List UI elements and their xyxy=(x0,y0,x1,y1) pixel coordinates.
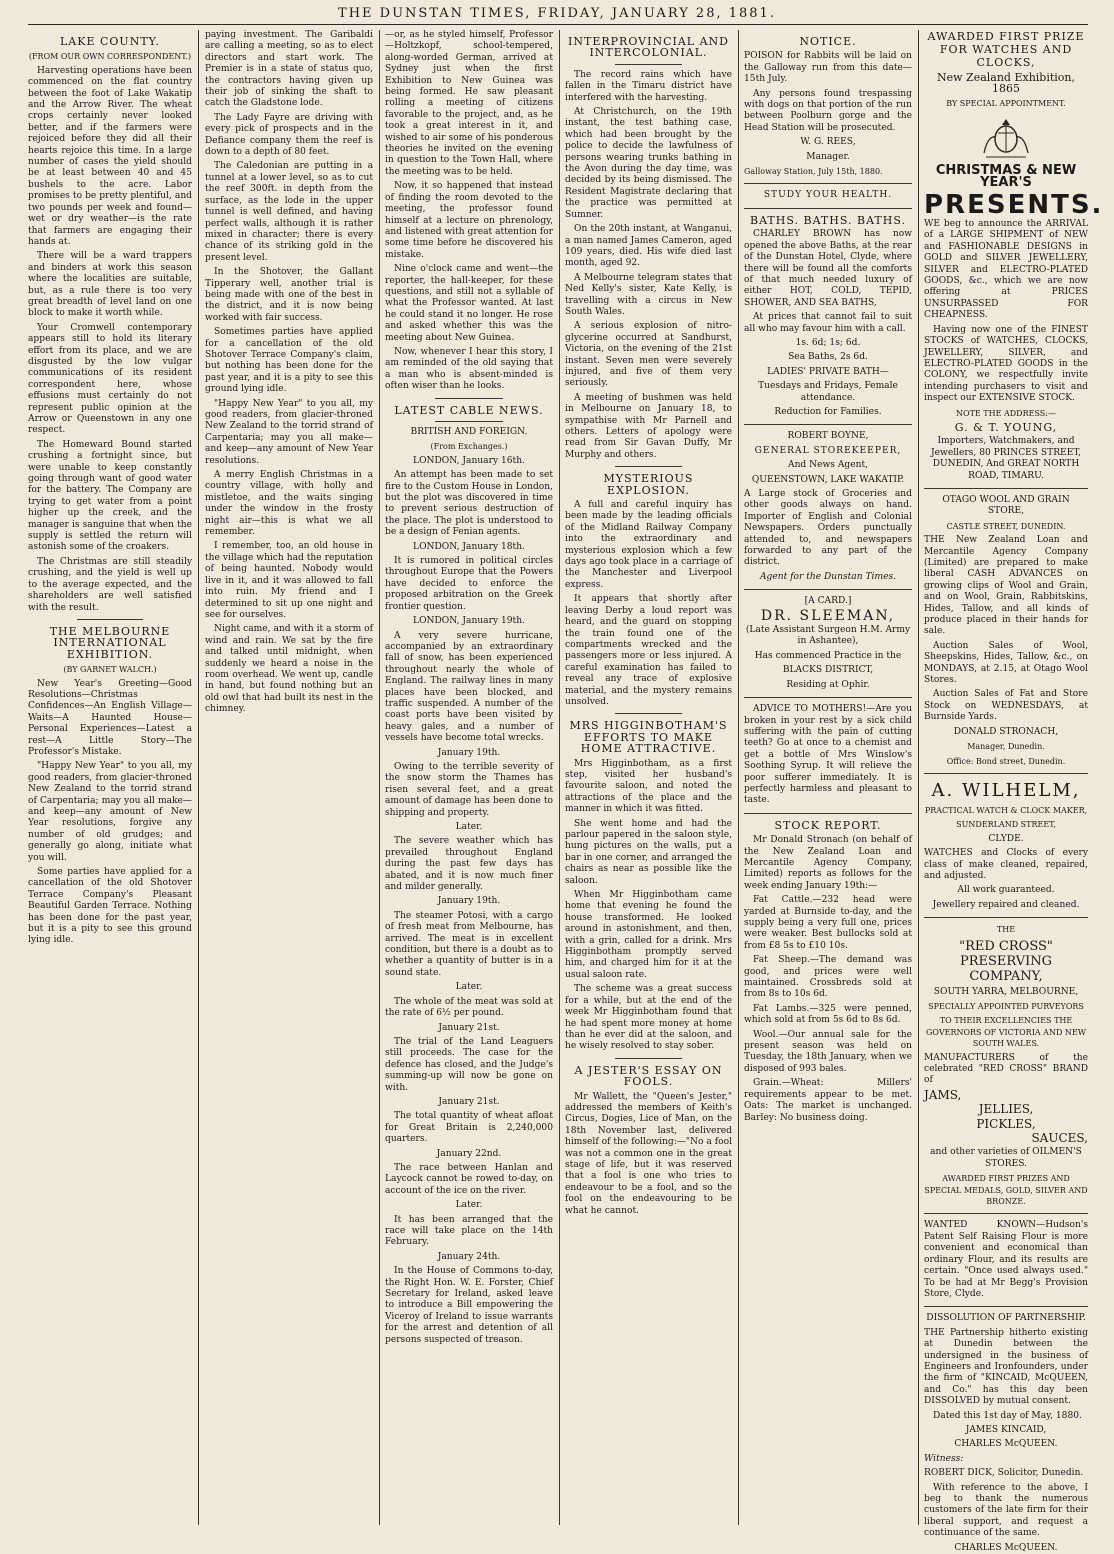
ad-text: WATCHES and Clocks of every class of make cleaned, repaired, and adjusted. xyxy=(924,848,1088,881)
column-5 xyxy=(744,30,912,1522)
divider xyxy=(615,466,682,467)
article-subtitle: BRITISH AND FOREIGN. xyxy=(410,427,528,437)
ad-text: Jewellery repaired and cleaned. xyxy=(932,899,1080,910)
article-title: LAKE COUNTY. xyxy=(60,35,160,48)
article-source: (BY GARNET WALCH.) xyxy=(63,665,157,675)
article-paragraph: The scheme was a great success for a while, but at the end of the week Mr Higginbotham found that he had spent more money at home than he ever did at the saloon, and he wisely resolved to stay sober. xyxy=(565,984,732,1052)
column-2 xyxy=(205,30,373,1522)
ad-text: TO THEIR EXCELLENCIES THE GOVERNORS OF VICTORIA AND NEW SOUTH WALES. xyxy=(926,1016,1086,1049)
cable-text: The whole of the meat was sold at the rate of 6½ per pound. xyxy=(385,996,553,1019)
cable-dateline: January 19th. xyxy=(437,747,501,758)
article-paragraph: The record rains which have fallen in the Timaru district have interfered with the harvesting. xyxy=(565,69,732,103)
article-paragraph: The Christmas are still steadily crushing, and the yield is well up to the average expected, and the shareholders are well satisfied with the result. xyxy=(28,556,192,613)
column-divider xyxy=(379,30,380,1525)
article-paragraph: There will be a ward trappers and binders at work this season where the localities are suitable, but, as a rule there is too very great breadth of level land on one block to make it worth while. xyxy=(28,251,192,319)
ad-text: Auction Sales of Wool, Sheepskins, Hides, Tallow, &c., on MONDAYS, at 2.15, at Otago Wool Stores. xyxy=(924,640,1088,686)
divider xyxy=(924,488,1088,489)
ad-text: LADIES' PRIVATE BATH— xyxy=(767,366,889,377)
royal-crest-icon xyxy=(978,113,1034,161)
cable-text: It has been arranged that the race will take place on the 14th February. xyxy=(385,1214,553,1248)
column-divider xyxy=(559,30,560,1525)
cable-dateline: January 21st. xyxy=(438,1022,500,1033)
notice-place: Galloway Station, July 15th, 1880. xyxy=(744,167,883,177)
divider xyxy=(435,421,502,422)
article-paragraph: The Caledonian are putting in a tunnel at a lower level, so as to cut the reef 300ft. in depth from the surface, as the lode in the upper tunnel is well defined, and having perfect walls, although it is rather mixed in character; there is every chance of its striking gold in the present level. xyxy=(205,161,373,263)
notice-title: NOTICE. xyxy=(799,35,857,48)
divider xyxy=(924,917,1088,918)
divider xyxy=(77,619,143,620)
article-paragraph: Grain.—Wheat: Millers' requirements appear to be met. Oats: The market is unchanged. Barley: No business doing. xyxy=(744,1078,912,1123)
cable-text: Owing to the terrible severity of the snow storm the Thames has risen several feet, and a great amount of damage has been done to shipping and property. xyxy=(385,761,553,818)
article-paragraph: Night came, and with it a storm of wind and rain. We sat by the fire and talked until midnight, when suddenly we heard a noise in the room overhead. We went up, candle in hand, but found nothing but an old owl that had built its nest in the chimney. xyxy=(205,624,373,715)
divider xyxy=(435,398,502,399)
article-paragraph: New Year's Greeting—Good Resolutions—Christmas Confidences—An English Village—Waits—A Haunted House—Personal Experiences—Latest a rest—A Little Story—The Professor's Mistake. xyxy=(28,678,192,757)
article-paragraph: I remember, too, an old house in the village which had the reputation of being haunted. Nobody would live in it, and it was allowed to fall into ruin. My friend and I determined to sit up one night and see for ourselves. xyxy=(205,541,373,620)
ad-text: Residing at Ophir. xyxy=(786,679,870,690)
column-divider xyxy=(198,30,199,1525)
article-paragraph: The Lady Fayre are driving with every pick of prospects and in the Defiance company them the reef is down to a depth of 80 feet. xyxy=(205,112,373,158)
article-paragraph: A full and careful inquiry has been made by the leading officials of the Midland Railway Company into the extraordinary and mysterious explosion which a few days ago took place in a carriage of the Manchester and Liverpool express. xyxy=(565,500,732,590)
article-paragraph: "Happy New Year" to you all, my good readers, from glacier-throned New Zealand to the torrid strand of Carpentaria; may you all make—and keep—any amount of New Year resolutions, forgive any number of old grudges; and generally go along, initiate what you will. xyxy=(28,761,192,863)
ad-heading: AWARDED FIRST PRIZE FOR WATCHES AND CLOCKS, xyxy=(927,30,1085,69)
article-paragraph: She went home and had the parlour papered in the saloon style, hung pictures on the walls, put a bar in one corner, and arranged the chairs as near as possible like the saloon. xyxy=(565,818,732,886)
ad-text: NOTE THE ADDRESS:— xyxy=(956,408,1056,418)
ad-text: Agent for the Dunstan Times. xyxy=(759,571,897,582)
article-title: A JESTER'S ESSAY ON FOOLS. xyxy=(574,1063,723,1089)
ad-text: ROBERT DICK, Solicitor, Dunedin. xyxy=(924,1468,1084,1479)
article-paragraph: Fat Cattle.—232 head were yarded at Burnside to-day, and the supply being a very full one, prices were weaker. Best bullocks sold at from £8 5s to £10 10s. xyxy=(744,895,912,951)
divider xyxy=(615,713,682,714)
article-title: THE MELBOURNE INTERNATIONAL EXHIBITION. xyxy=(49,624,171,661)
divider xyxy=(744,697,912,698)
ad-heading: GENERAL STOREKEEPER, xyxy=(754,445,902,456)
cable-dateline: LONDON, January 18th. xyxy=(413,541,525,552)
ad-text: Manager, Dunedin. xyxy=(967,742,1045,752)
article-paragraph: Nine o'clock came and went—the reporter, the hall-keeper, for these questions, and still not a syllable of what the Professor wanted. At last he could stand it no longer. He rose and asked whether this was the meeting about New Guinea. xyxy=(385,264,553,343)
article-paragraph: Mr Donald Stronach (on behalf of the New Zealand Loan and Mercantile Agency Company, Limited) reports as follows for the week ending January 19th:— xyxy=(744,835,912,891)
article-paragraph: Your Cromwell contemporary appears still to hold its literary effort from its place, and we are disgusted by the low vulgar communications of its resident correspondent here, whose effusions must certainly do not represent public opinion at the Arrow or Queenstown in any one respect. xyxy=(28,322,192,436)
ad-heading: DISSOLUTION OF PARTNERSHIP. xyxy=(926,1313,1086,1324)
ad-text: Auction Sales of Fat and Store Stock on WEDNESDAYS, at Burnside Yards. xyxy=(924,689,1088,723)
column-4 xyxy=(565,30,732,1522)
ad-headline: A. WILHELM, xyxy=(931,779,1081,801)
ad-name: DONALD STRONACH, xyxy=(953,726,1059,737)
ad-text: Having now one of the FINEST STOCKS of WATCHES, CLOCKS, JEWELLERY, SILVER, and ELECTRO-PLATED GOODS in the COLONY, we respectfully invite intending purchasers to visit and inspect our EXTENSIVE STOCK. xyxy=(924,324,1088,404)
article-paragraph: Wool.—Our annual sale for the present season was held on Tuesday, the 18th January, when we disposed of 993 bales. xyxy=(744,1029,912,1074)
article-paragraph: paying investment. The Garibaldi are calling a meeting, so as to elect directors and start work. The Premier is in a state of status quo, the contractors having given up their job of sinking the shaft to catch the Gladstone lode. xyxy=(205,30,373,109)
cable-text: The trial of the Land Leaguers still proceeds. The case for the defence has closed, and the Judge's summing-up will now be gone on with. xyxy=(385,1036,553,1093)
article-paragraph: On the 20th instant, at Wanganui, a man named James Cameron, aged 109 years, died. His wife died last month, aged 92. xyxy=(565,224,732,269)
ad-product: SAUCES, xyxy=(1031,1131,1088,1146)
ad-name: CHARLES McQUEEN. xyxy=(954,1439,1058,1450)
cable-text: In the House of Commons to-day, the Right Hon. W. E. Forster, Chief Secretary for Ireland, asked leave to introduce a Bill empowering the Viceroy of Ireland to issue warrants for the arrest and detention of all persons suspected of treason. xyxy=(385,1266,553,1345)
ad-text: And News Agent, xyxy=(788,460,868,471)
ad-text: CHARLEY BROWN has now opened the above Baths, at the rear of the Dunstan Hotel, Clyde, where there will be found all the comforts of that much needed luxury of either HOT, COLD, TEPID, SHOWER, AND SEA BATHS, xyxy=(744,229,912,308)
ad-heading: STUDY YOUR HEALTH. xyxy=(763,190,893,201)
cable-news-list xyxy=(385,456,553,1346)
article-paragraph: Now, it so happened that instead of finding the room devoted to the meeting, the professor found himself at a lecture on phrenology, and listened with great attention for some time before he discovered his mistake. xyxy=(385,181,554,260)
article-paragraph: The Homeward Bound started crushing a fortnight since, but were unable to keep constantly going through want of good water for the battery. The Company are trying to get water from a point higher up the creek, and the manager is sanguine that when the supply is settled the return will astonish some of the croakers. xyxy=(28,439,192,553)
article-paragraph: It appears that shortly after leaving Derby a loud report was heard, and the guard on stopping the train found one of the compartments wrecked and the passengers more or less injured. A careful examination has failed to reveal any trace of explosive material, and the mystery remains unsolved. xyxy=(565,594,732,707)
cable-dateline: Later. xyxy=(455,822,483,832)
ad-text: THE xyxy=(996,925,1016,935)
ad-text: A Large stock of Groceries and other goods always on hand. Importer of English and Colonial Newspapers. Orders punctually attended to, and newspapers forwarded to any part of the district. xyxy=(744,489,912,568)
article-title: STOCK REPORT. xyxy=(774,818,882,832)
ad-text: Dated this 1st day of May, 1880. xyxy=(933,1410,1082,1421)
column-divider xyxy=(918,30,919,1525)
cable-text: A very severe hurricane, accompanied by an extraordinary fall of snow, has been experienced throughout nearly the whole of England. The railway lines in many places have been blocked, and traffic suspended. A number of the coast ports have been visited by heavy gales, and a number of vessels have become total wrecks. xyxy=(385,630,553,744)
cable-dateline: January 19th. xyxy=(437,896,501,907)
article-paragraph: At Christchurch, on the 19th instant, the test bathing case, which had been brought by the police to decide the lawfulness of persons wearing trunks bathing in the Avon during the day time, was decided by its being dismissed. The Resident Magistrate declaring that the practice was permitted at Sumner. xyxy=(565,107,732,220)
ad-headline: PRESENTS. xyxy=(924,190,1104,221)
column-1 xyxy=(28,30,192,1522)
ad-text: WANTED KNOWN—Hudson's Patent Self Raising Flour is more convenient and economical than ordinary Flour, and its results are certain. "Once used always used." To be had at Mr Begg's Provision Store, Clyde. xyxy=(924,1220,1088,1299)
masthead-rule xyxy=(28,24,1088,25)
notice-text: Any persons found trespassing with dogs on that portion of the run between Poolburn gorge and the Head Station will be prosecuted. xyxy=(744,88,912,133)
ad-text: Office: Bond street, Dunedin. xyxy=(946,756,1066,766)
ad-heading: CHRISTMAS & NEW YEAR'S xyxy=(935,163,1077,190)
ad-text: With reference to the above, I beg to thank the numerous customers of the late firm for their liberal support, and request a continuance of the same. xyxy=(924,1482,1088,1539)
article-paragraph: Fat Sheep.—The demand was good, and prices were well maintained. Crossbreds sold at from 8s to 10s 6d. xyxy=(744,955,912,1000)
article-paragraph: Some parties have applied for a cancellation of the old Shotover Terrace Company's Pleasant Beautiful Garden Terrace. Nothing has been done for the past year, but it is a pity to see this ground lying idle. xyxy=(28,867,192,946)
article-paragraph: In the Shotover, the Gallant Tipperary well, another trial is being made with one of the best in the district, and it is now being worked with fair success. xyxy=(205,267,373,323)
ad-text: PRACTICAL WATCH & CLOCK MAKER, xyxy=(924,805,1088,815)
ad-text: THE New Zealand Loan and Mercantile Agency Company (Limited) are prepared to make liberal CASH ADVANCES on growing clips of Wool and Grain, and on Wool, Grain, Rabbitskins, Hides, Tallow, and all kinds of produce placed in their hands for sale. xyxy=(924,535,1088,637)
ad-headline: "RED CROSS" PRESERVING COMPANY, xyxy=(959,938,1053,984)
cable-text: It is rumored in political circles throughout Europe that the Powers have decided to enforce the proposed arbitration on the Greek frontier question. xyxy=(385,556,553,612)
ad-product: JELLIES, xyxy=(978,1102,1034,1117)
article-paragraph: —or, as he styled himself, Professor—Holtzkopf, school-tempered, along-worded German, arrived at Sydney just when the first Exhibition to New Guinea was being formed. He saw pleasant rolling a meeting of citizens favorable to the project, and, as he took a great interest in it, and wished to air some of his ponderous theories he invited on the evening in question to the Town Hall, where the meeting was to be held. xyxy=(385,30,553,177)
notice-text: POISON for Rabbits will be laid on the Galloway run from this date—15th July. xyxy=(744,51,912,85)
column-3 xyxy=(385,30,553,1522)
article-paragraph: A meeting of bushmen was held in Melbourne on January 18, to sympathise with Mr Parnell and others. Letters of apology were read from Sir Gavan Duffy, Mr Murphy and others. xyxy=(565,392,732,460)
cable-dateline: LONDON, January 19th. xyxy=(413,616,525,627)
article-source: (FROM OUR OWN CORRESPONDENT.) xyxy=(28,52,192,62)
cable-text: The total quantity of wheat afloat for Great Britain is 2,240,000 quarters. xyxy=(385,1111,553,1145)
article-paragraph: Mrs Higginbotham, as a first step, visited her husband's favourite saloon, and noted the attractions of the place and the manner in which it was fitted. xyxy=(565,758,732,815)
ad-text: [A CARD.] xyxy=(804,596,852,607)
cable-dateline: LONDON, January 16th. xyxy=(413,455,525,466)
ad-name: ROBERT BOYNE, xyxy=(787,431,869,442)
ad-text: QUEENSTOWN, LAKE WAKATIP. xyxy=(751,474,905,485)
divider xyxy=(744,813,912,814)
ad-text: THE Partnership hitherto existing at Dunedin between the undersigned in the business of Engineers and Ironfounders, under the firm of "KINCAID, McQUEEN, and Co." has this day been DISSOLVED by mutual consent. xyxy=(924,1327,1088,1407)
article-title: MYSTERIOUS EXPLOSION. xyxy=(603,472,694,497)
ad-text: MANUFACTURERS of the celebrated "RED CROSS" BRAND of xyxy=(924,1052,1088,1086)
article-paragraph: Now, whenever I hear this story, I am reminded of the old saying that a man who is absent-minded is often wiser than he looks. xyxy=(385,346,553,392)
ad-text: CASTLE STREET, DUNEDIN. xyxy=(946,521,1066,531)
ad-text: Has commenced Practice in the xyxy=(754,650,902,661)
ad-text: SOUTH YARRA, MELBOURNE, xyxy=(933,986,1079,997)
cable-dateline: January 21st. xyxy=(438,1096,500,1107)
article-source: (From Exchanges.) xyxy=(430,442,508,452)
article-paragraph: Sometimes parties have applied for a cancellation of the old Shotover Terrace Company's claim, but nothing has been done for the past year, and it is a pity to see this ground lying idle. xyxy=(205,327,373,395)
cable-dateline: Later. xyxy=(455,982,483,993)
ad-heading: BATHS. BATHS. BATHS. xyxy=(750,213,906,227)
cable-dateline: Later. xyxy=(455,1200,483,1211)
ad-product: JAMS, xyxy=(924,1087,962,1102)
ad-product: PICKLES, xyxy=(976,1116,1036,1131)
divider xyxy=(924,1306,1088,1307)
column-6 xyxy=(924,30,1104,1553)
ad-text: AWARDED FIRST PRIZES AND SPECIAL MEDALS, GOLD, SILVER AND BRONZE. xyxy=(924,1174,1088,1207)
divider xyxy=(744,208,912,209)
ad-heading: DR. SLEEMAN, xyxy=(760,607,896,624)
ad-text: (Late Assistant Surgeon H.M. Army in Ashantee), xyxy=(745,625,911,647)
ad-text: Witness: xyxy=(924,1453,964,1464)
article-title: MRS HIGGINBOTHAM'S EFFORTS TO MAKE HOME ATTRACTIVE. xyxy=(569,719,728,756)
divider xyxy=(744,183,912,184)
divider xyxy=(615,64,682,65)
ad-name: G. & T. YOUNG, xyxy=(954,420,1058,434)
ad-price: Sea Baths, 2s 6d. xyxy=(788,352,868,363)
ad-text: All work guaranteed. xyxy=(957,885,1055,896)
article-title: INTERPROVINCIAL AND INTERCOLONIAL. xyxy=(568,35,729,60)
cable-text: The race between Hanlan and Laycock cannot be rowed to-day, on account of the ice on the river. xyxy=(385,1162,553,1196)
divider xyxy=(615,1058,682,1059)
ad-heading: New Zealand Exhibition, 1865 xyxy=(937,71,1075,96)
article-paragraph: A Melbourne telegram states that Ned Kelly's sister, Kate Kelly, is travelling with a circus in New South Wales. xyxy=(565,272,732,317)
cable-text: The steamer Potosi, with a cargo of fresh meat from Melbourne, has arrived. The meat is in excellent condition, but there is a doubt as to whether a quantity of butter is in a sound state. xyxy=(385,910,553,978)
cable-text: An attempt has been made to set fire to the Custom House in London, but the plot was discovered in time to prevent serious destruction of the place. The plot is understood to be a design of Fenian agents. xyxy=(385,470,553,538)
article-title: LATEST CABLE NEWS. xyxy=(394,403,544,417)
column-divider xyxy=(738,30,739,1525)
notice-signature: W. G. REES, xyxy=(800,137,856,148)
ad-text: BLACKS DISTRICT, xyxy=(782,665,874,676)
divider xyxy=(744,589,912,590)
cable-text: The severe weather which has prevailed throughout England during the past few days has abated, and it is now much finer and milder generally. xyxy=(385,836,553,893)
ad-text: CLYDE. xyxy=(988,833,1024,844)
ad-text: Reduction for Families. xyxy=(774,406,882,417)
notice-role: Manager. xyxy=(806,151,850,162)
divider xyxy=(924,773,1088,774)
article-paragraph: A merry English Christmas in a country village, with holly and mistletoe, and the waits singing under the window in the frosty night air—this is what we all remember. xyxy=(205,470,373,538)
ad-name: CHARLES McQUEEN. xyxy=(954,1542,1058,1553)
ad-price: 1s. 6d; 1s; 6d. xyxy=(795,337,861,348)
article-paragraph: Mr Wallett, the "Queen's Jester," addressed the members of Keith's Circus, Dogies, Lice of Man, on the 18th November last, delivered himself of the following:—"No a fool was not a common one in the great stage of life, but it was reserved that a fool is one who tries to endeavour to be a fool, and so the fool on the endeavouring to be what he cannot. xyxy=(565,1091,732,1216)
cable-dateline: January 24th. xyxy=(437,1251,501,1262)
article-paragraph: A serious explosion of nitro-glycerine occurred at Sandhurst, Victoria, on the evening of the 21st instant. Seven men were severely injured, and five of them very seriously. xyxy=(565,321,732,389)
masthead: THE DUNSTAN TIMES, FRIDAY, JANUARY 28, 1881. xyxy=(338,6,776,21)
ad-text: SUNDERLAND STREET, xyxy=(956,820,1056,830)
article-paragraph: Harvesting operations have been commenced on the flat country between the foot of Lake Wakatip and the Arrow River. The wheat crops certainly never looked better, and if the farmers were rejoiced before they did all their hearts rejoice this time. In a large number of cases the yield should be at least between 40 and 45 bushels to the acre. Labor promises to be pretty plentiful, and two pounds per week and found—wet or dry weather—is the rate that farmers are engaging their hands at. xyxy=(28,65,192,247)
cable-dateline: January 22nd. xyxy=(436,1148,502,1159)
article-paragraph: "Happy New Year" to you all, my good readers, from glacier-throned New Zealand to the torrid strand of Carpentaria; may you all make—and keep—any amount of New Year resolutions. xyxy=(205,398,373,466)
divider xyxy=(744,424,912,425)
ad-text: SPECIALLY APPOINTED PURVEYORS xyxy=(928,1001,1084,1011)
ad-heading: OTAGO WOOL AND GRAIN STORE, xyxy=(942,494,1070,517)
article-paragraph: Fat Lambs.—325 were penned, which sold at from 5s 6d to 8s 6d. xyxy=(744,1003,912,1026)
divider xyxy=(924,1213,1088,1214)
ad-text: Importers, Watchmakers, and Jewellers, 80 PRINCES STREET, DUNEDIN, And GREAT NORTH ROAD, TIMARU. xyxy=(931,436,1081,481)
ad-text: BY SPECIAL APPOINTMENT. xyxy=(946,98,1066,108)
ad-text: At prices that cannot fail to suit all who may favour him with a call. xyxy=(744,312,912,334)
ad-text: WE beg to announce the ARRIVAL of a LARGE SHIPMENT of NEW and FASHIONABLE DESIGNS in GOLD and SILVER JEWELLERY, SILVER and ELECTRO-PLATED GOODS, &c., which we are now offering at PRICES UNSURPASSED FOR CHEAPNESS. xyxy=(924,219,1088,321)
ad-text: and other varieties of OILMEN'S STORES. xyxy=(930,1147,1082,1169)
ad-text: Tuesdays and Fridays, Female attendance. xyxy=(758,381,898,403)
ad-name: JAMES KINCAID, xyxy=(965,1424,1047,1435)
ad-text: ADVICE TO MOTHERS!—Are you broken in your rest by a sick child suffering with the pain of cutting teeth? Go at once to a chemist and get a bottle of Mrs Winslow's Soothing Syrup. It will relieve the poor sufferer immediately. It is perfectly harmless and pleasant to taste. xyxy=(744,704,912,806)
article-paragraph: When Mr Higginbotham came home that evening he found the house transformed. He looked around in astonishment, and then, with a grin, called for a drink. Mrs Higginbotham promptly served him, and charged him for it at the usual saloon rate. xyxy=(565,890,732,980)
